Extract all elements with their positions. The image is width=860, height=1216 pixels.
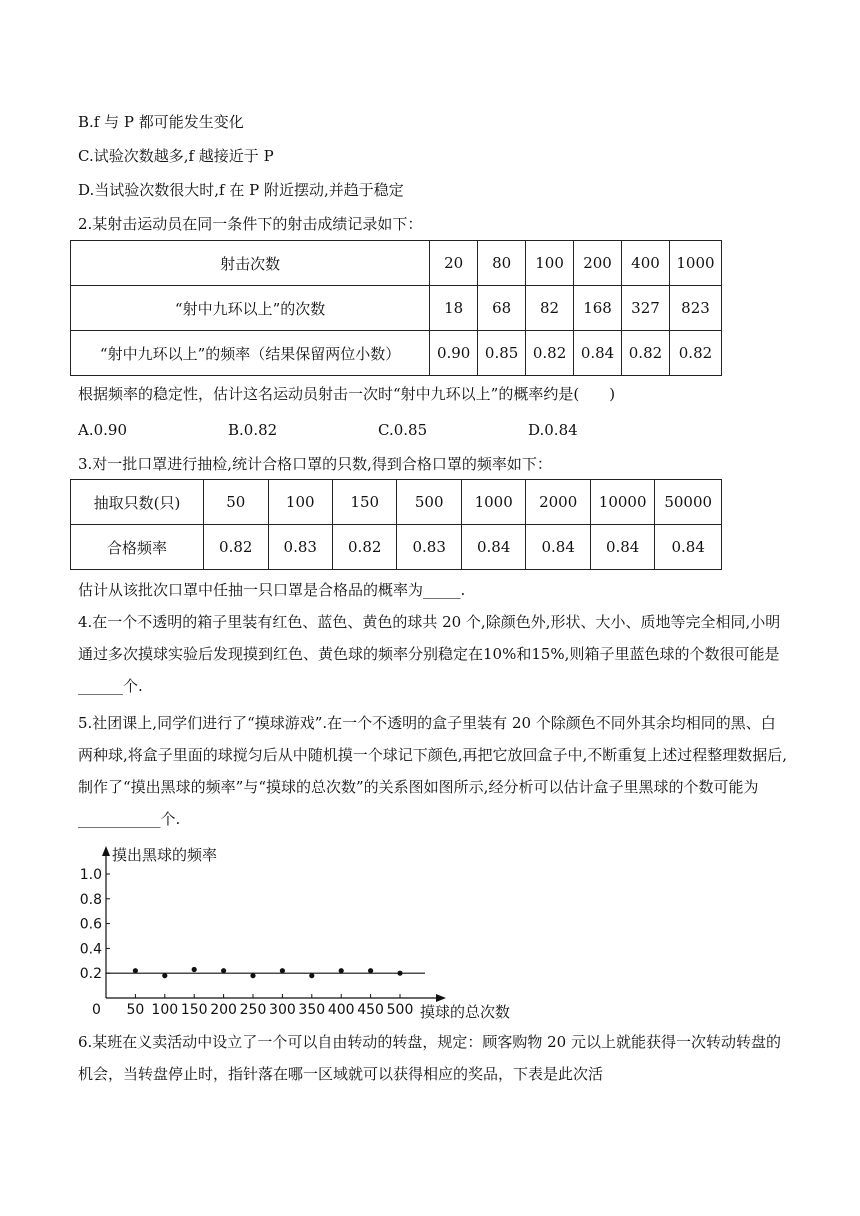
x-tick-label: 400	[327, 1002, 355, 1018]
q2-cell: 20	[430, 241, 478, 286]
q2-cell: 1000	[669, 241, 721, 286]
q2-cell: 100	[526, 241, 574, 286]
x-tick-label: 100	[151, 1002, 179, 1018]
q2-cell: 400	[622, 241, 670, 286]
q2-cell: 82	[526, 286, 574, 331]
data-point	[339, 968, 344, 973]
q2-cell: 18	[430, 286, 478, 331]
q3-cell: 0.84	[655, 525, 722, 570]
q2-cell: 0.82	[526, 331, 574, 376]
chart-ticks	[80, 867, 414, 1018]
y-tick-label: 0.4	[79, 941, 102, 958]
q3-header-cell: 150	[332, 480, 396, 525]
q2-cell: 823	[669, 286, 721, 331]
data-point	[368, 968, 373, 973]
data-point	[309, 973, 314, 978]
q2-option-a: A.0.90	[78, 421, 127, 439]
q2-row-shots	[71, 241, 722, 286]
q3-cell: 0.84	[461, 525, 525, 570]
q3-header-label: 抽取只数(只)	[71, 480, 204, 525]
y-tick-label: 1.0	[79, 867, 102, 883]
q2-cell: 0.82	[669, 331, 721, 376]
q2-cell: 68	[478, 286, 526, 331]
x-tick-label: 50	[126, 1002, 145, 1018]
data-point	[280, 968, 285, 973]
chart-y-axis-label: 摸出黑球的频率	[112, 846, 218, 864]
x-tick-label: 350	[298, 1002, 326, 1018]
q2-cell: 200	[574, 241, 622, 286]
q2-option-c: C.0.85	[378, 421, 428, 439]
q3-cell: 0.82	[332, 525, 396, 570]
x-tick-label: 300	[269, 1002, 296, 1018]
q3-cell: 0.82	[204, 525, 268, 570]
data-point	[192, 967, 197, 972]
data-point	[250, 973, 255, 978]
q3-cell: 0.84	[526, 525, 590, 570]
chart-axes	[102, 846, 446, 1002]
q1-option-d: D.当试验次数很大时,f 在 P 附近摆动,并趋于稳定	[78, 181, 404, 199]
q3-cell: 0.83	[268, 525, 332, 570]
q2-row-label: 射击次数	[71, 241, 430, 286]
q3-cell: 0.83	[397, 525, 461, 570]
q2-cell: 80	[478, 241, 526, 286]
q2-cell: 0.82	[622, 331, 670, 376]
q2-row-hits	[71, 286, 722, 331]
q3-header-cell: 500	[397, 480, 461, 525]
q3-cell: 0.84	[590, 525, 654, 570]
data-point	[162, 973, 167, 978]
q2-stem: 2.某射击运动员在同一条件下的射击成绩记录如下：	[78, 215, 423, 233]
x-tick-label: 250	[239, 1002, 267, 1018]
q3-header-row	[71, 480, 722, 525]
q2-cell: 0.85	[478, 331, 526, 376]
q2-cell: 327	[622, 286, 670, 331]
q1-option-b: B.f 与 P 都可能发生变化	[78, 113, 244, 131]
q2-option-b: B.0.82	[228, 421, 278, 439]
q2-question: 根据频率的稳定性，估计这名运动员射击一次时“射中九环以上”的概率约是( )	[78, 385, 616, 403]
y-tick-label: 0.8	[79, 891, 102, 908]
x-tick-label: 500	[386, 1002, 414, 1018]
q2-cell: 168	[574, 286, 622, 331]
x-tick-label: 450	[357, 1002, 384, 1018]
frequency-scatter-chart	[70, 840, 570, 1030]
q2-table	[70, 240, 722, 376]
y-tick-label: 0.2	[79, 966, 102, 983]
q3-header-cell: 50000	[655, 480, 722, 525]
q3-header-cell: 100	[268, 480, 332, 525]
q3-stem: 3.对一批口罩进行抽检,统计合格口罩的只数,得到合格口罩的频率如下：	[78, 455, 552, 473]
y-axis-arrow	[102, 846, 110, 856]
chart-origin-label: 0	[92, 1002, 101, 1018]
chart-x-axis-label: 摸球的总次数	[420, 1003, 511, 1021]
q3-table	[70, 479, 722, 570]
x-tick-label: 200	[210, 1002, 237, 1018]
x-tick-label: 150	[180, 1002, 208, 1018]
q3-header-cell: 2000	[526, 480, 590, 525]
data-point	[221, 968, 226, 973]
q3-value-row	[71, 525, 722, 570]
q2-cell: 0.84	[574, 331, 622, 376]
chart-marks	[133, 967, 403, 978]
q4-text: 4.在一个不透明的箱子里装有红色、蓝色、黄色的球共 20 个,除颜色外,形状、大小、质地等完全相同,小明通过多次摸球实验后发现摸到红色、黄色球的频率分别稳定在10%和15%,则箱子里蓝色球的个数很可能是______个.	[78, 613, 781, 695]
q3-question: 估计从该批次口罩中任抽一只口罩是合格品的概率为_____.	[78, 581, 466, 599]
q3-header-cell: 10000	[590, 480, 654, 525]
q2-row-frequency	[71, 331, 722, 376]
data-point	[133, 968, 138, 973]
q6-text: 6.某班在义卖活动中设立了一个可以自由转动的转盘，规定：顾客购物 20 元以上就能获得一次转动转盘的机会，当转盘停止时，指针落在哪一区域就可以获得相应的奖品，下表是此次活	[78, 1033, 781, 1083]
q2-row-label: “射中九环以上”的次数	[71, 286, 430, 331]
q3-header-cell: 1000	[461, 480, 525, 525]
q2-row-label: “射中九环以上”的频率（结果保留两位小数）	[71, 331, 430, 376]
x-axis-arrow	[436, 994, 446, 1002]
y-tick-label: 0.6	[79, 916, 102, 933]
q3-row-label: 合格频率	[71, 525, 204, 570]
data-point	[397, 971, 402, 976]
q2-option-d: D.0.84	[528, 421, 578, 439]
q3-header-cell: 50	[204, 480, 268, 525]
q1-option-c: C.试验次数越多,f 越接近于 P	[78, 147, 274, 165]
q5-text: 5.社团课上,同学们进行了“摸球游戏”.在一个不透明的盒子里装有 20 个除颜色不同外其余均相同的黑、白两种球,将盒子里面的球搅匀后从中随机摸一个球记下颜色,再把它放回盒子中,不断重复上述过程整理数据后,制作了“摸出黑球的频率”与“摸球的总次数”的关系图如图所示,经分析可以估计盒子里黑球的个数可能为___________个.	[78, 714, 788, 828]
q2-cell: 0.90	[430, 331, 478, 376]
